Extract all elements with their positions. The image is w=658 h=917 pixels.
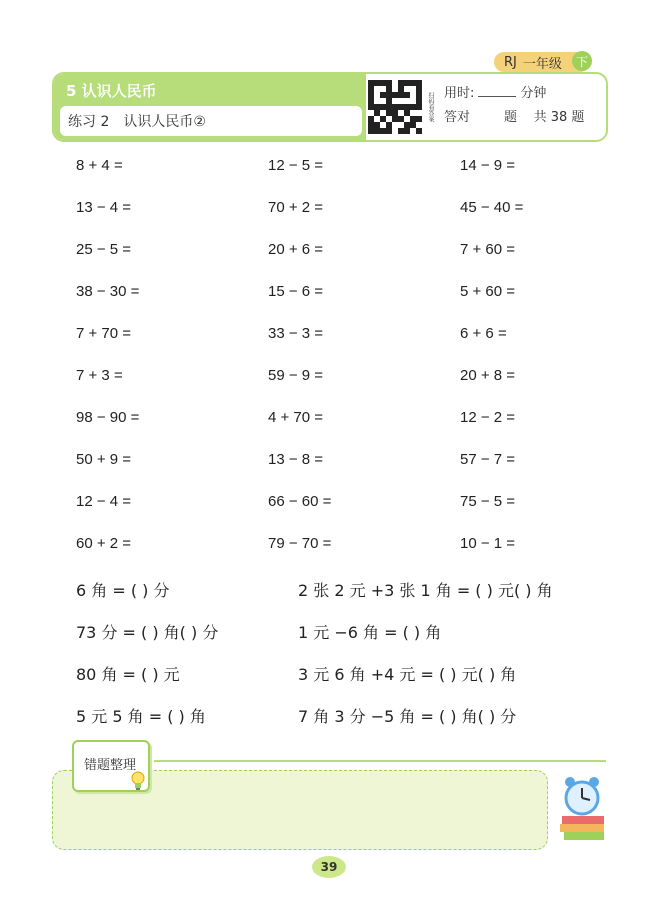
arithmetic-problem: 66 − 60 = [268,493,332,510]
money-conversion-problem: 6 角 = ( ) 分 [76,581,170,600]
arithmetic-problem: 12 − 5 = [268,157,324,174]
arithmetic-problem: 38 − 30 = [76,283,140,300]
lightbulb-icon [130,770,146,792]
qr-caption: 扫码看答案 [427,92,434,122]
arithmetic-problem: 14 − 9 = [460,157,516,174]
arithmetic-problem: 33 − 3 = [268,325,324,342]
arithmetic-problem: 79 − 70 = [268,535,332,552]
arithmetic-problem: 20 + 8 = [460,367,516,384]
wrong-questions-title: 错题整理 [84,758,137,773]
alarm-clock-icon [552,774,612,844]
total-label: 共 [533,110,547,125]
chapter-title: 5 认识人民币 [66,82,157,100]
arithmetic-problem: 7 + 70 = [76,325,132,342]
arithmetic-problem: 59 − 9 = [268,367,324,384]
time-label: 用时: [444,86,475,101]
arithmetic-problem: 50 + 9 = [76,451,132,468]
arithmetic-problem: 6 + 6 = [460,325,507,342]
money-conversion-problem: 7 角 3 分 −5 角 = ( ) 角( ) 分 [298,707,517,726]
time-blank[interactable] [478,84,516,97]
money-conversion-problem: 73 分 = ( ) 角( ) 分 [76,623,219,642]
correct-label: 答对 [444,110,471,125]
arithmetic-problem: 60 + 2 = [76,535,132,552]
arithmetic-problem: 10 − 1 = [460,535,516,552]
money-conversion-problem: 80 角 = ( ) 元 [76,665,180,684]
correct-unit: 题 [504,110,518,125]
time-unit: 分钟 [520,86,547,101]
worksheet-header [52,72,608,142]
arithmetic-problem: 13 − 4 = [76,199,132,216]
qr-code-icon[interactable] [368,76,436,138]
total-count: 38 [550,110,568,125]
arithmetic-problem: 20 + 6 = [268,241,324,258]
score-row [444,106,584,130]
arithmetic-problem: 5 + 60 = [460,283,516,300]
grade-label: 一年级 [522,56,562,72]
stats-panel [444,82,584,130]
grade-badge [494,52,590,72]
time-row [444,82,584,106]
lesson-number: 练习 2 [68,114,110,130]
money-conversion-problem: 1 元 −6 角 = ( ) 角 [298,623,442,642]
arithmetic-problem: 13 − 8 = [268,451,324,468]
money-conversion-problem: 3 元 6 角 +4 元 = ( ) 元( ) 角 [298,665,517,684]
series-label: RJ [504,54,517,70]
section-divider [154,760,606,762]
arithmetic-problem: 25 − 5 = [76,241,132,258]
arithmetic-problem: 12 − 4 = [76,493,132,510]
arithmetic-problem: 8 + 4 = [76,157,123,174]
term-label: 下 [572,51,592,71]
lesson-title: 认识人民币② [123,114,206,130]
arithmetic-problem: 7 + 60 = [460,241,516,258]
qr-code-pattern [368,80,422,134]
arithmetic-problem: 4 + 70 = [268,409,324,426]
arithmetic-problem: 7 + 3 = [76,367,123,384]
arithmetic-problem: 75 − 5 = [460,493,516,510]
title-panel [54,74,366,140]
arithmetic-problem: 57 − 7 = [460,451,516,468]
arithmetic-problem: 98 − 90 = [76,409,140,426]
money-conversion-problem: 2 张 2 元 +3 张 1 角 = ( ) 元( ) 角 [298,581,553,600]
arithmetic-problem: 12 − 2 = [460,409,516,426]
money-conversion-problem: 5 元 5 角 = ( ) 角 [76,707,206,726]
page-number: 39 [312,856,346,878]
total-unit: 题 [571,110,585,125]
arithmetic-problem: 45 − 40 = [460,199,524,216]
arithmetic-problem: 70 + 2 = [268,199,324,216]
arithmetic-problem: 15 − 6 = [268,283,324,300]
lesson-title-box [60,106,362,136]
